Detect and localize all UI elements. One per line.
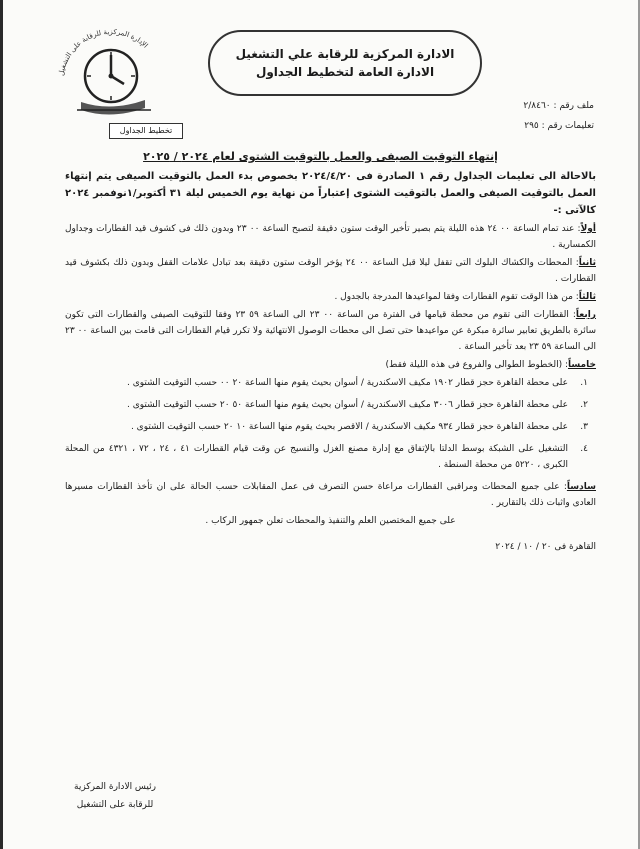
- list-item-number: ٤.: [580, 444, 588, 454]
- issue-date: القاهرة فى ٢٠ / ١٠ / ٢٠٢٤: [495, 542, 596, 552]
- letterhead-line-central-admin: الادارة المركزية للرقابة علي التشغيل: [235, 47, 455, 61]
- list-item-text: على محطة القاهرة حجز قطار ١٩٠٢ مكيف الاسكندرية / أسوان بحيث يقوم منها الساعة ٢٠ ٠٠ حسب التوقيت الشتوى .: [127, 378, 568, 388]
- letterhead-banner: [208, 30, 482, 96]
- paragraph-third: [65, 289, 596, 305]
- fifth-sub-list: [65, 375, 596, 473]
- paragraph-second: [65, 255, 596, 287]
- signature-title-line2: للرقابة على التشغيل: [76, 800, 154, 810]
- list-item-text: على محطة القاهرة حجز قطار ٣٠٠٦ مكيف الاسكندرية / أسوان بحيث يقوم منها الساعة ٥٠ ٢٠ حسب التوقيت الشتوى .: [127, 400, 568, 410]
- file-number: ملف رقم : ٢/٨٤٦٠: [523, 101, 594, 111]
- list-item-number: ١.: [580, 378, 588, 388]
- paragraph-first: [65, 221, 596, 253]
- list-item: [65, 375, 596, 391]
- paragraph-fifth: [65, 357, 596, 373]
- paragraph-label: خامساً: [568, 360, 596, 370]
- paragraph-label: سادساً: [566, 482, 596, 492]
- closing-line: على جميع المختصين العلم والتنفيذ والمحطات تعلن جمهور الركاب .: [205, 516, 456, 526]
- paragraph-text: : عند تمام الساعة ٠٠ ٢٤ هذه الليلة يتم بصير تأخير الوقت ستون دقيقة لتصبح الساعة ٠٠ ٢٣ وبدون ذلك فى كشوف قيد القطارات وجداول الكمسارية .: [65, 224, 596, 250]
- clock-emblem-icon: [41, 12, 175, 130]
- paragraph-text: : (الخطوط الطوالى والفروع فى هذه الليلة فقط): [385, 360, 569, 370]
- list-item-text: التشغيل على الشبكة بوسط الدلتا بالإتفاق مع إدارة مصنع الغزل والنسيج عن وقت قيام القطارات ٤١ ، ٢٤ ، ٧٢ ، ٤٣٢١ من المحلة الكبرى ، ٥٢٢٠ من محطة السنطة .: [65, 444, 568, 470]
- signature-block: [55, 778, 175, 814]
- paragraph-label: ثانياً: [578, 258, 596, 268]
- paragraph-fourth: [65, 307, 596, 355]
- paragraph-text: : من هذا الوقت تقوم القطارات وفقا لمواعيدها المدرجة بالجدول .: [334, 292, 579, 302]
- logo-arc-text: الإدارة المركزية للرقابة على التشغيل: [57, 27, 150, 77]
- signature-title-line1: رئيس الادارة المركزية: [74, 782, 156, 792]
- paragraph-label: رابعاً: [575, 310, 596, 320]
- paragraph-label: ثالثاً: [578, 292, 596, 302]
- list-item: [65, 419, 596, 435]
- paragraph-sixth: [65, 479, 596, 511]
- paragraph-text: : القطارات التى تقوم من محطة قيامها فى الفترة من الساعة ٠٠ ٢٣ الى الساعة ٥٩ ٢٣ وفقا للتوقيت الصيفى والقطارات التى تكون سائرة بالطريق تعابير سائرة مبكرة عن مواعيدها حتى تصل الى محطات الوصول الانتهائية ولا تكرر قيام القطارات التى قامت بين الساعة ٠٠ ٢٣ الى الساعة ٥٩ ٢٣ بعد تأخير الساعة .: [65, 310, 596, 352]
- letterhead-line-general-admin: الادارة العامة لتخطيط الجداول: [255, 65, 435, 79]
- list-item: [65, 397, 596, 413]
- logo-caption: تخطيط الجداول: [109, 123, 183, 139]
- intro-paragraph: بالاحالة الى تعليمات الجداول رقم ١ الصادرة فى ٢٠٢٤/٤/٢٠ بخصوص بدء العمل بالتوقيت الصيفى يتم إنتهاء العمل بالتوقيت الصيفى والعمل بالتوقيت الشتوى إعتباراً من نهاية يوم الخميس ليلة ٣١ أكتوبر/١نوفمبر ٢٠٢٤ كالآتى :-: [65, 171, 596, 216]
- list-item-number: ٣.: [580, 422, 588, 432]
- list-item-number: ٢.: [580, 400, 588, 410]
- department-logo: [41, 12, 175, 135]
- paragraph-label: أولاً: [580, 224, 596, 234]
- paragraph-text: : المحطات والكشاك البلوك التى تقفل ليلا قبل الساعة ٠٠ ٢٤ يؤخر الوقت ستون دقيقة بعد تبادل علامات القفل وبدون ذلك بكشوف قيد القطارات .: [65, 258, 596, 284]
- instructions-number: تعليمات رقم : ٢٩٥: [524, 121, 594, 131]
- document-body: [65, 168, 596, 555]
- list-item: [65, 441, 596, 473]
- list-item-text: على محطة القاهرة حجز قطار ٩٣٤ مكيف الاسكندرية / الاقصر بحيث يقوم منها الساعة ١٠ ٢٠ حسب التوقيت الشتوى .: [130, 422, 568, 432]
- document-title: إنتهاء التوقيت الصيفى والعمل بالتوقيت الشتوى لعام ٢٠٢٤ / ٢٠٢٥: [143, 150, 498, 163]
- reference-numbers: [474, 96, 594, 136]
- paragraph-text: : على جميع المحطات ومراقبى القطارات مراعاة حسن التصرف فى عمل المقابلات حسب الحالة على ان تأخذ القطارات مسيرها العادى واثبات ذلك بالتقارير .: [65, 482, 596, 508]
